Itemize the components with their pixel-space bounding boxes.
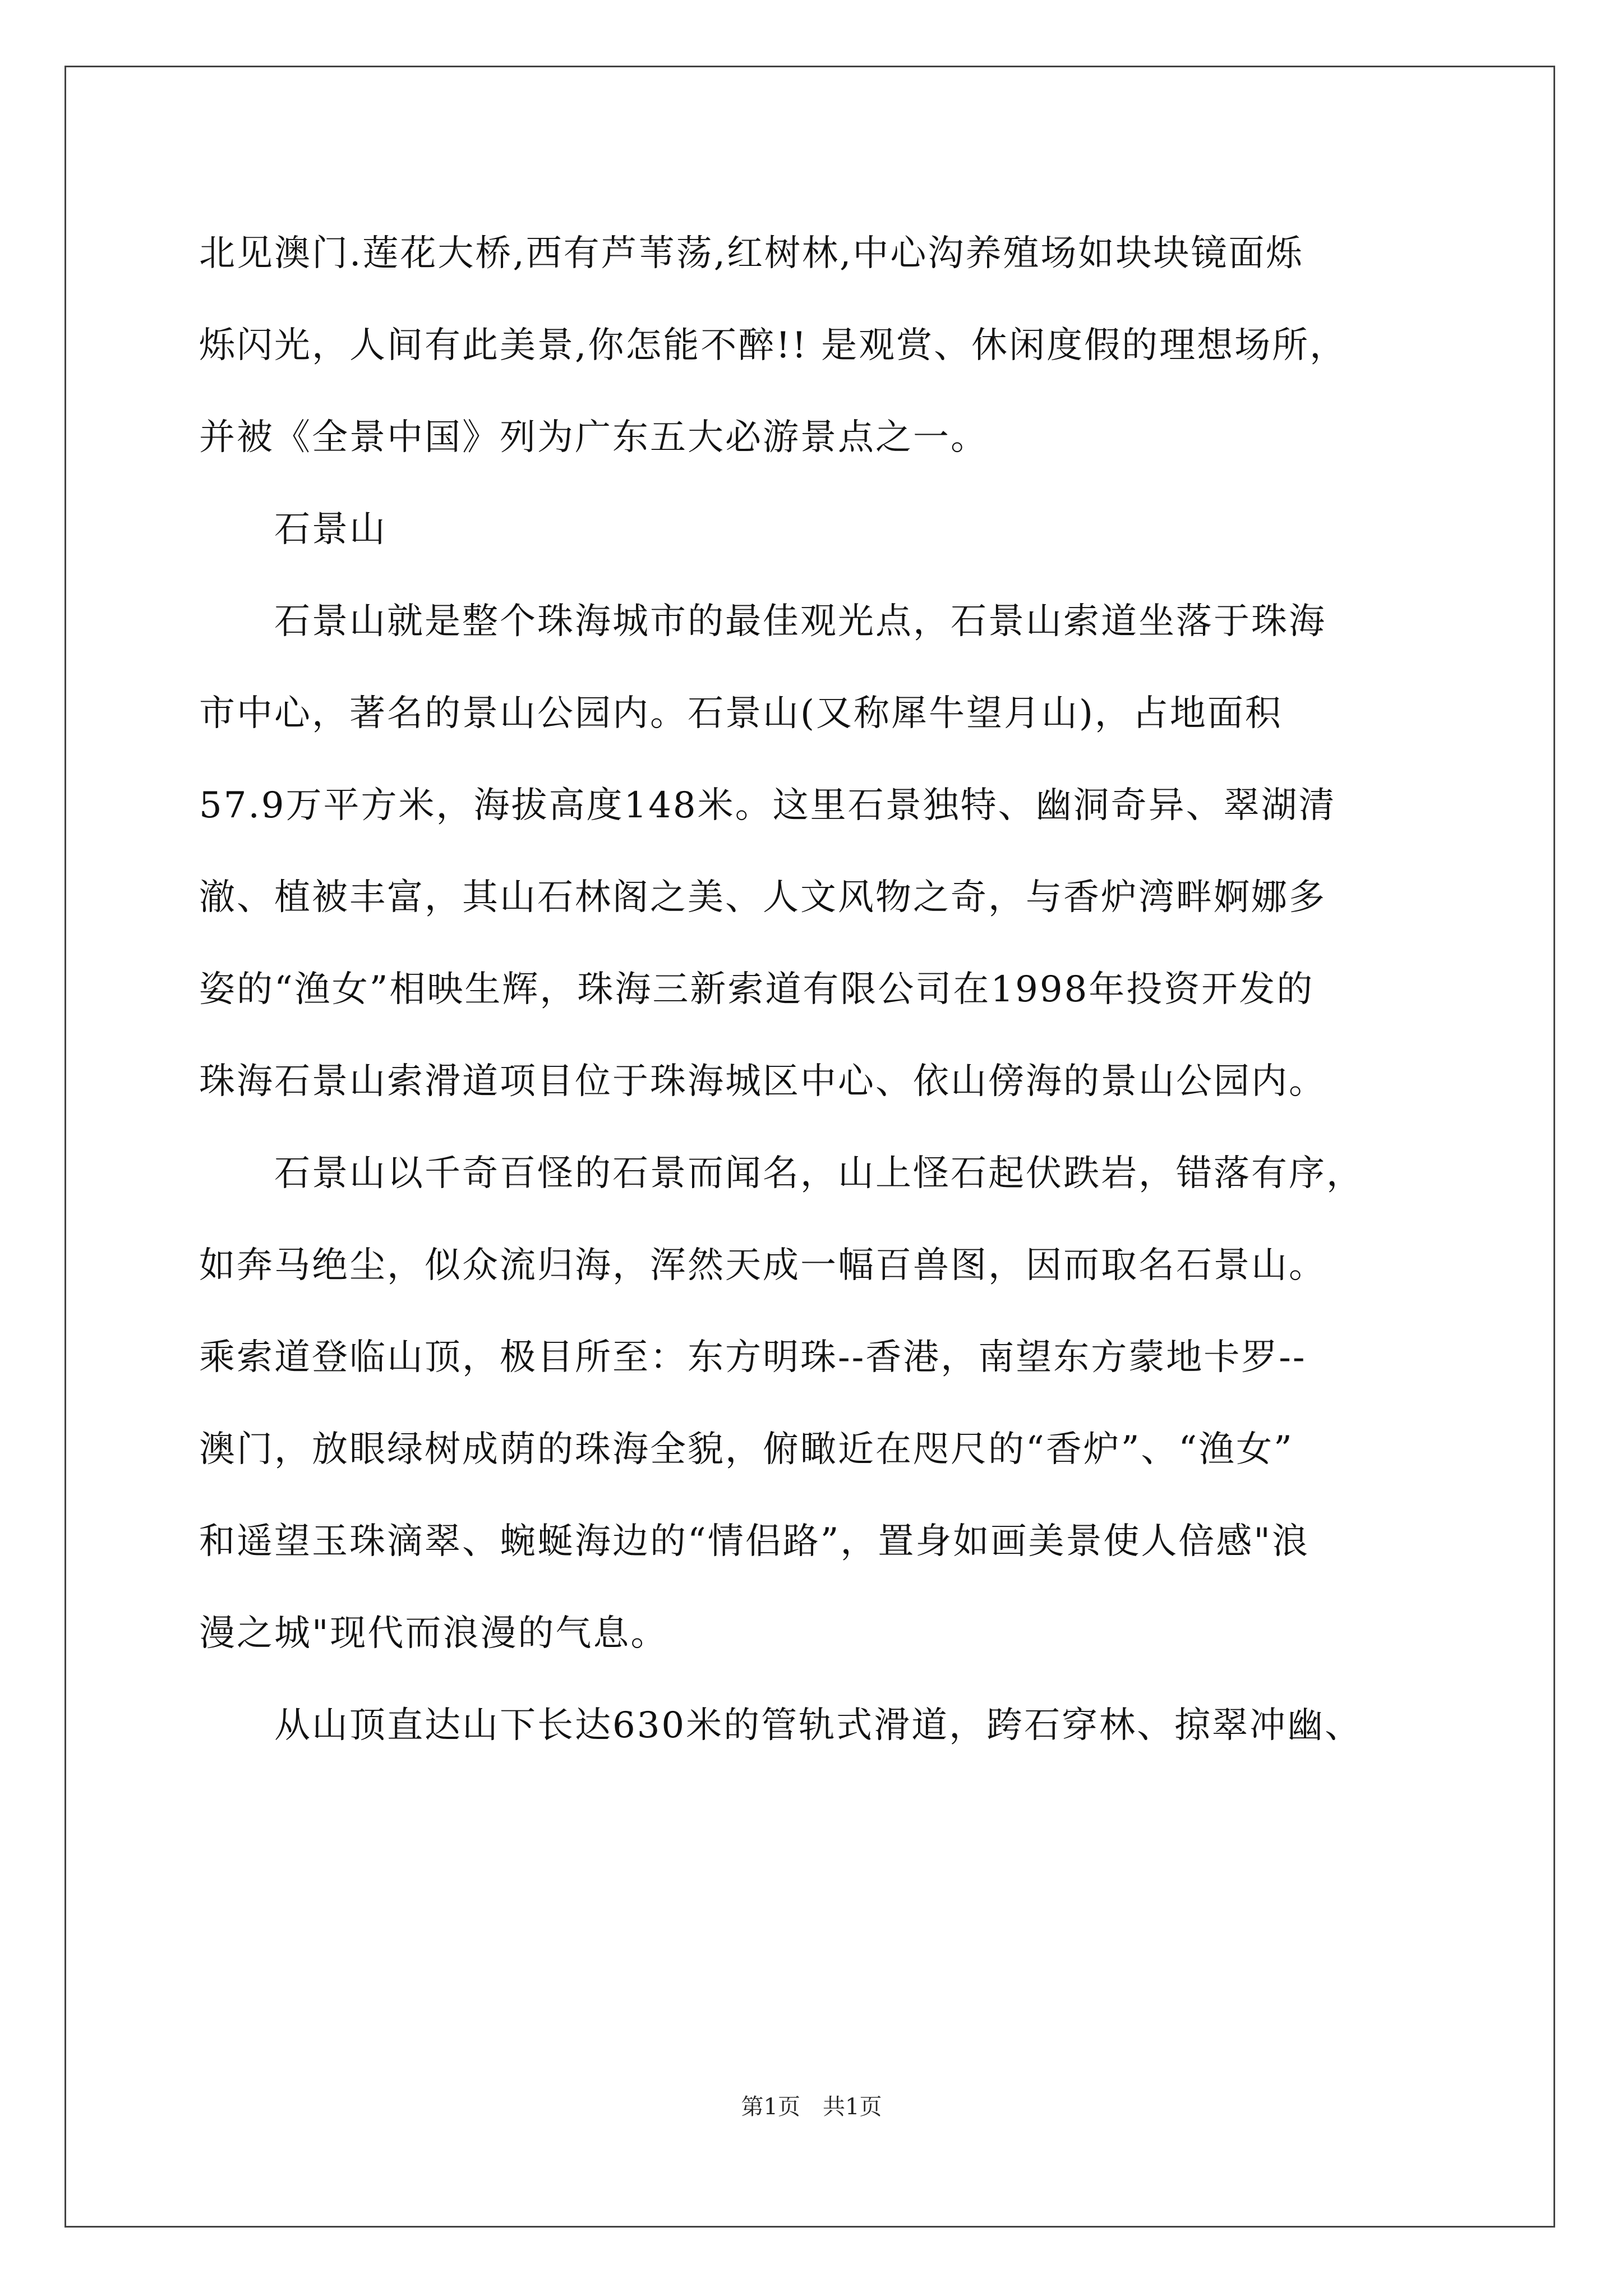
text-line: 57.9万平方米，海拔高度148米。这里石景独特、幽洞奇异、翠湖清	[199, 785, 1336, 826]
text-line: 和遥望玉珠滴翠、蜿蜒海边的“情侣路”，置身如画美景使人倍感"浪	[199, 1521, 1310, 1562]
text-line: 石景山就是整个珠海城市的最佳观光点，石景山索道坐落于珠海	[199, 601, 1326, 642]
page-footer: 第1页 共1页	[741, 2094, 882, 2120]
text-line: 漫之城"现代而浪漫的气息。	[199, 1613, 668, 1654]
text-line: 姿的“渔女”相映生辉，珠海三新索道有限公司在1998年投资开发的	[199, 969, 1315, 1010]
document-body	[199, 208, 1455, 1772]
text-line: 市中心，著名的景山公园内。石景山(又称犀牛望月山)，占地面积	[199, 693, 1283, 734]
text-line: 北见澳门.莲花大桥,西有芦苇荡,红树林,中心沟养殖场如块块镜面烁	[199, 233, 1304, 274]
text-line: 烁闪光，人间有此美景,你怎能不醉!! 是观赏、休闲度假的理想场所，	[199, 325, 1348, 366]
text-line: 乘索道登临山顶，极目所至：东方明珠--香港，南望东方蒙地卡罗--	[199, 1337, 1307, 1378]
text-line: 如奔马绝尘，似众流归海，浑然天成一幅百兽图，因而取名石景山。	[199, 1245, 1326, 1286]
text-line: 并被《全景中国》列为广东五大必游景点之一。	[199, 417, 988, 458]
section-heading: 石景山	[199, 509, 387, 550]
text-line: 从山顶直达山下长达630米的管轨式滑道，跨石穿林、掠翠冲幽、	[199, 1705, 1363, 1746]
text-line: 珠海石景山索滑道项目位于珠海城区中心、依山傍海的景山公园内。	[199, 1061, 1326, 1102]
text-line: 澳门，放眼绿树成荫的珠海全貌，俯瞰近在咫尺的“香炉”、“渔女”	[199, 1429, 1294, 1470]
text-line: 澈、植被丰富，其山石林阁之美、人文风物之奇，与香炉湾畔婀娜多	[199, 877, 1326, 918]
text-line: 石景山以千奇百怪的石景而闻名，山上怪石起伏跌岩，错落有序，	[199, 1153, 1364, 1194]
